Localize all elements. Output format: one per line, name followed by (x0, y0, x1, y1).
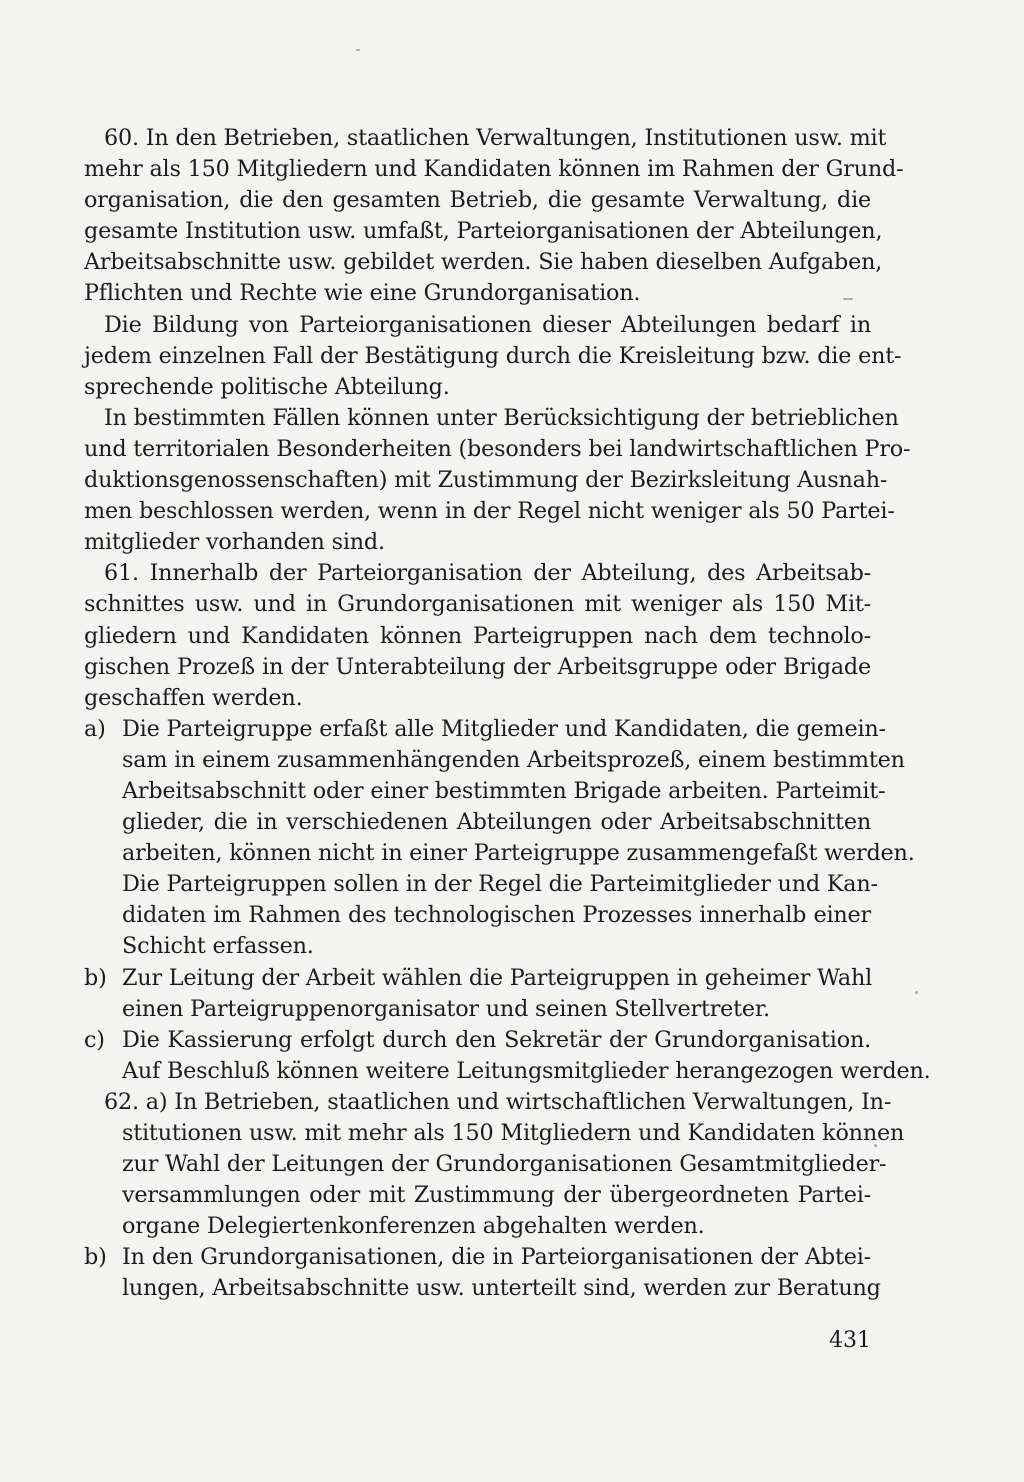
line-text: 60. In den Betrieben, staatlichen Verwaltungen, Institutionen usw. mit (104, 125, 887, 151)
line-text: gesamte Institution usw. umfaßt, Parteiorganisationen der Abteilungen, (84, 218, 883, 245)
line-text: Arbeitsabschnitt oder einer bestimmten Brigade arbeiten. Parteimit- (122, 777, 886, 804)
text-line (84, 154, 904, 185)
text-line (84, 372, 871, 403)
text-line (84, 465, 888, 496)
line-text: Auf Beschluß können weitere Leitungsmitglieder herangezogen werden. (122, 1057, 931, 1084)
text-line (84, 714, 886, 745)
line-text: Arbeitsabschnitte usw. gebildet werden. Sie haben dieselben Aufgaben, (84, 249, 883, 276)
line-text: sprechende politische Abteilung. (84, 373, 450, 400)
line-text: versammlungen oder mit Zustimmung der übergeordneten Partei- (122, 1182, 871, 1209)
text-line (84, 1118, 905, 1149)
line-text: mehr als 150 Mitgliedern und Kandidaten können im Rahmen der Grund- (84, 156, 904, 183)
text-line (84, 496, 895, 527)
text-line (84, 589, 871, 620)
line-text: 62. a) In Betrieben, staatlichen und wirtschaftlichen Verwaltungen, In- (104, 1088, 892, 1115)
text-line (84, 1273, 881, 1304)
text-line (84, 745, 905, 776)
list-label: c) (84, 1026, 105, 1053)
list-label: a) (84, 715, 106, 742)
list-label: b) (84, 964, 107, 991)
text-line (84, 403, 899, 434)
text-line (84, 278, 871, 309)
text-line (84, 994, 871, 1025)
line-text: geschaffen werden. (84, 684, 303, 711)
text-line (84, 900, 871, 931)
line-text: arbeiten, können nicht in einer Parteigruppe zusammengefaßt werden. (122, 840, 915, 867)
text-line (84, 1180, 871, 1211)
text-line (84, 527, 871, 558)
line-text: Die Parteigruppe erfaßt alle Mitglieder und Kandidaten, die gemein- (122, 715, 886, 742)
text-line (84, 838, 915, 869)
line-text: sam in einem zusammenhängenden Arbeitsprozeß, einem bestimmten (122, 746, 905, 773)
text-line (84, 1087, 892, 1118)
line-text: einen Parteigruppenorganisator und seinen Stellvertreter. (122, 995, 770, 1022)
line-text: Die Parteigruppen sollen in der Regel die Parteimitglieder und Kan- (122, 871, 878, 898)
text-line (84, 216, 883, 247)
line-text: In den Grundorganisationen, die in Parteiorganisationen der Abtei- (122, 1244, 871, 1271)
line-text: zur Wahl der Leitungen der Grundorganisationen Gesamtmitglieder- (122, 1151, 887, 1178)
text-line (84, 807, 871, 838)
line-text: Die Bildung von Parteiorganisationen dieser Abteilungen bedarf in (104, 311, 871, 338)
line-text: lungen, Arbeitsabschnitte usw. unterteilt sind, werden zur Beratung (122, 1275, 881, 1302)
line-text: didaten im Rahmen des technologischen Prozesses innerhalb einer (122, 902, 871, 929)
text-line (84, 1149, 887, 1180)
text-line (84, 185, 871, 216)
line-text: glieder, die in verschiedenen Abteilungen oder Arbeitsabschnitten (122, 809, 871, 836)
line-text: gliedern und Kandidaten können Parteigruppen nach dem technolo- (84, 622, 871, 649)
line-text: duktionsgenossenschaften) mit Zustimmung der Bezirksleitung Ausnah- (84, 467, 888, 494)
line-text: In bestimmten Fällen können unter Berücksichtigung der betrieblichen (104, 404, 899, 431)
text-line (84, 1025, 871, 1056)
text-line (84, 558, 871, 589)
scan-speck (356, 49, 360, 51)
text-line (84, 341, 902, 372)
line-text: men beschlossen werden, wenn in der Regel nicht weniger als 50 Partei- (84, 498, 895, 525)
line-text: Die Kassierung erfolgt durch den Sekretär der Grundorganisation. (122, 1026, 871, 1053)
line-text: gischen Prozeß in der Unterabteilung der Arbeitsgruppe oder Brigade (84, 653, 871, 680)
line-text: organe Delegiertenkonferenzen abgehalten werden. (122, 1213, 705, 1240)
text-line (84, 434, 911, 465)
line-text: stitutionen usw. mit mehr als 150 Mitgliedern und Kandidaten können (122, 1120, 905, 1146)
line-text: Zur Leitung der Arbeit wählen die Parteigruppen in geheimer Wahl (122, 964, 873, 991)
line-text: mitglieder vorhanden sind. (84, 529, 385, 556)
text-line (84, 869, 878, 900)
text-line (84, 931, 871, 962)
scan-speck (915, 991, 918, 994)
text-line (84, 1211, 871, 1242)
document-body (84, 123, 931, 1305)
list-label: b) (84, 1244, 107, 1271)
text-line (84, 963, 871, 994)
text-line (84, 776, 886, 807)
text-line (84, 621, 871, 652)
text-line (84, 123, 887, 154)
text-line (84, 247, 883, 278)
line-text: Schicht erfassen. (122, 933, 314, 960)
line-text: und territorialen Besonderheiten (besonders bei landwirtschaftlichen Pro- (84, 435, 911, 462)
text-line (84, 652, 871, 683)
line-text: jedem einzelnen Fall der Bestätigung durch die Kreisleitung bzw. die ent- (84, 342, 902, 369)
page-number: 431 (829, 1328, 871, 1353)
line-text: Pflichten und Rechte wie eine Grundorganisation. (84, 280, 641, 307)
text-line (84, 683, 871, 714)
text-line (84, 1242, 871, 1273)
text-line (84, 1056, 931, 1087)
line-text: schnittes usw. und in Grundorganisationen mit weniger als 150 Mit- (84, 591, 871, 618)
line-text: organisation, die den gesamten Betrieb, die gesamte Verwaltung, die (84, 187, 871, 214)
line-text: 61. Innerhalb der Parteiorganisation der Abteilung, des Arbeitsab- (104, 560, 871, 587)
text-line (84, 310, 871, 341)
